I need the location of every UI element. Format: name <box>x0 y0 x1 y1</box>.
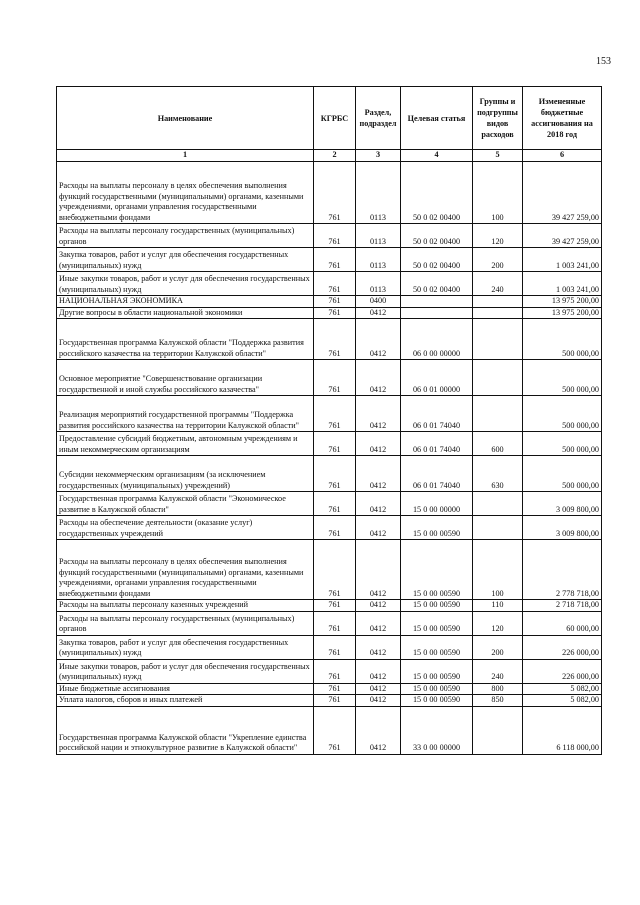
row-name: Расходы на выплаты персоналу в целях обеспечения выполнения функций государственными (муниципальными) органами, казенными учреждениями, органами управления государственными внебюджетными фондами <box>57 162 314 224</box>
table-row <box>57 224 602 248</box>
row-kgrbs: 761 <box>314 272 356 296</box>
row-name: Субсидии некоммерческим организациям (за исключением государственных (муниципальных) учреждений) <box>57 456 314 492</box>
row-target-article: 50 0 02 00400 <box>401 162 473 224</box>
row-name: Реализация мероприятий государственной программы "Поддержка развития российского казачества на территории Калужской области" <box>57 396 314 432</box>
column-number: 4 <box>401 150 473 162</box>
page-number: 153 <box>596 56 611 67</box>
column-number-row <box>57 150 602 162</box>
row-section: 0412 <box>356 432 401 456</box>
row-section: 0412 <box>356 307 401 319</box>
row-amount: 500 000,00 <box>523 319 602 360</box>
row-kgrbs: 761 <box>314 396 356 432</box>
row-expense-group: 240 <box>473 659 523 683</box>
row-name: Предоставление субсидий бюджетным, автономным учреждениям и иным некоммерческим организациям <box>57 432 314 456</box>
row-name: Закупка товаров, работ и услуг для обеспечения государственных (муниципальных) нужд <box>57 248 314 272</box>
row-name: НАЦИОНАЛЬНАЯ ЭКОНОМИКА <box>57 296 314 308</box>
row-expense-group: 100 <box>473 540 523 600</box>
row-target-article: 15 0 00 00590 <box>401 695 473 707</box>
row-section: 0412 <box>356 635 401 659</box>
row-amount: 3 009 800,00 <box>523 492 602 516</box>
row-amount: 1 003 241,00 <box>523 248 602 272</box>
row-kgrbs: 761 <box>314 706 356 754</box>
row-name: Расходы на выплаты персоналу государственных (муниципальных) органов <box>57 224 314 248</box>
row-kgrbs: 761 <box>314 432 356 456</box>
row-kgrbs: 761 <box>314 360 356 396</box>
header-target: Целевая статья <box>401 87 473 150</box>
row-section: 0400 <box>356 296 401 308</box>
table-row <box>57 456 602 492</box>
row-target-article: 06 0 00 00000 <box>401 319 473 360</box>
row-name: Закупка товаров, работ и услуг для обеспечения государственных (муниципальных) нужд <box>57 635 314 659</box>
row-target-article: 06 0 01 74040 <box>401 432 473 456</box>
row-kgrbs: 761 <box>314 600 356 612</box>
row-amount: 2 718 718,00 <box>523 600 602 612</box>
row-expense-group <box>473 296 523 308</box>
row-name: Уплата налогов, сборов и иных платежей <box>57 695 314 707</box>
row-kgrbs: 761 <box>314 516 356 540</box>
row-amount: 39 427 259,00 <box>523 224 602 248</box>
row-amount: 39 427 259,00 <box>523 162 602 224</box>
header-group: Группы и подгруппы видов расходов <box>473 87 523 150</box>
row-amount: 500 000,00 <box>523 396 602 432</box>
row-amount: 500 000,00 <box>523 432 602 456</box>
row-kgrbs: 761 <box>314 695 356 707</box>
row-target-article: 50 0 02 00400 <box>401 272 473 296</box>
row-name: Основное мероприятие "Совершенствование организации государственной и иной службы российского казачества" <box>57 360 314 396</box>
row-name: Государственная программа Калужской области "Укрепление единства российской нации и этнокультурное развитие в Калужской области" <box>57 706 314 754</box>
row-target-article: 15 0 00 00590 <box>401 635 473 659</box>
row-name: Расходы на выплаты персоналу казенных учреждений <box>57 600 314 612</box>
row-amount: 60 000,00 <box>523 611 602 635</box>
table-row <box>57 540 602 600</box>
row-expense-group: 200 <box>473 635 523 659</box>
row-kgrbs: 761 <box>314 492 356 516</box>
table-row <box>57 492 602 516</box>
row-expense-group: 600 <box>473 432 523 456</box>
row-amount: 13 975 200,00 <box>523 307 602 319</box>
table-row <box>57 296 602 308</box>
table-row <box>57 396 602 432</box>
table-row <box>57 319 602 360</box>
row-amount: 5 082,00 <box>523 695 602 707</box>
row-name: Государственная программа Калужской области "Экономическое развитие в Калужской области" <box>57 492 314 516</box>
row-amount: 226 000,00 <box>523 659 602 683</box>
row-section: 0113 <box>356 162 401 224</box>
row-name: Государственная программа Калужской области "Поддержка развития российского казачества на территории Калужской области" <box>57 319 314 360</box>
budget-table <box>56 86 602 755</box>
row-expense-group <box>473 360 523 396</box>
row-expense-group: 800 <box>473 683 523 695</box>
row-section: 0412 <box>356 659 401 683</box>
table-row <box>57 695 602 707</box>
row-kgrbs: 761 <box>314 540 356 600</box>
row-amount: 13 975 200,00 <box>523 296 602 308</box>
row-amount: 3 009 800,00 <box>523 516 602 540</box>
column-number: 1 <box>57 150 314 162</box>
header-amount: Измененные бюджетные ассигнования на 2018 год <box>523 87 602 150</box>
table-row <box>57 611 602 635</box>
row-kgrbs: 761 <box>314 659 356 683</box>
row-name: Иные бюджетные ассигнования <box>57 683 314 695</box>
row-expense-group <box>473 307 523 319</box>
column-number: 2 <box>314 150 356 162</box>
table-row <box>57 272 602 296</box>
row-expense-group <box>473 492 523 516</box>
row-target-article: 06 0 01 74040 <box>401 396 473 432</box>
table-row <box>57 307 602 319</box>
row-name: Иные закупки товаров, работ и услуг для обеспечения государственных (муниципальных) нужд <box>57 659 314 683</box>
row-expense-group <box>473 396 523 432</box>
header-kgrbs: КГРБС <box>314 87 356 150</box>
table-row <box>57 162 602 224</box>
row-expense-group <box>473 706 523 754</box>
row-expense-group: 630 <box>473 456 523 492</box>
row-amount: 500 000,00 <box>523 456 602 492</box>
row-expense-group: 850 <box>473 695 523 707</box>
row-target-article: 50 0 02 00400 <box>401 248 473 272</box>
row-section: 0412 <box>356 540 401 600</box>
row-section: 0113 <box>356 224 401 248</box>
row-name: Иные закупки товаров, работ и услуг для обеспечения государственных (муниципальных) нужд <box>57 272 314 296</box>
header-row <box>57 87 602 150</box>
row-section: 0412 <box>356 600 401 612</box>
row-section: 0412 <box>356 695 401 707</box>
row-expense-group: 110 <box>473 600 523 612</box>
header-name: Наименование <box>57 87 314 150</box>
table-row <box>57 432 602 456</box>
row-section: 0412 <box>356 319 401 360</box>
row-expense-group <box>473 319 523 360</box>
row-section: 0412 <box>356 683 401 695</box>
column-number: 5 <box>473 150 523 162</box>
row-kgrbs: 761 <box>314 319 356 360</box>
header-section: Раздел, подраздел <box>356 87 401 150</box>
row-target-article: 15 0 00 00590 <box>401 611 473 635</box>
row-kgrbs: 761 <box>314 224 356 248</box>
row-section: 0412 <box>356 516 401 540</box>
row-expense-group <box>473 516 523 540</box>
table-row <box>57 600 602 612</box>
row-target-article: 15 0 00 00590 <box>401 516 473 540</box>
row-kgrbs: 761 <box>314 307 356 319</box>
row-section: 0412 <box>356 360 401 396</box>
row-target-article: 15 0 00 00590 <box>401 540 473 600</box>
row-target-article: 15 0 00 00590 <box>401 600 473 612</box>
row-name: Другие вопросы в области национальной экономики <box>57 307 314 319</box>
row-expense-group: 200 <box>473 248 523 272</box>
row-target-article: 50 0 02 00400 <box>401 224 473 248</box>
row-target-article <box>401 296 473 308</box>
row-section: 0113 <box>356 272 401 296</box>
row-kgrbs: 761 <box>314 683 356 695</box>
row-expense-group: 120 <box>473 611 523 635</box>
row-amount: 6 118 000,00 <box>523 706 602 754</box>
row-section: 0412 <box>356 396 401 432</box>
table-row <box>57 248 602 272</box>
row-kgrbs: 761 <box>314 456 356 492</box>
column-number: 6 <box>523 150 602 162</box>
row-amount: 500 000,00 <box>523 360 602 396</box>
table-row <box>57 360 602 396</box>
row-expense-group: 120 <box>473 224 523 248</box>
row-target-article: 33 0 00 00000 <box>401 706 473 754</box>
row-name: Расходы на выплаты персоналу в целях обеспечения выполнения функций государственными (муниципальными) органами, казенными учреждениями, органами управления государственными внебюджетными фондами <box>57 540 314 600</box>
row-target-article <box>401 307 473 319</box>
row-kgrbs: 761 <box>314 296 356 308</box>
row-target-article: 15 0 00 00590 <box>401 659 473 683</box>
row-section: 0412 <box>356 706 401 754</box>
row-target-article: 15 0 00 00590 <box>401 683 473 695</box>
row-section: 0113 <box>356 248 401 272</box>
row-name: Расходы на обеспечение деятельности (оказание услуг) государственных учреждений <box>57 516 314 540</box>
table-row <box>57 706 602 754</box>
row-section: 0412 <box>356 611 401 635</box>
row-amount: 5 082,00 <box>523 683 602 695</box>
row-target-article: 06 0 01 74040 <box>401 456 473 492</box>
row-expense-group: 240 <box>473 272 523 296</box>
row-kgrbs: 761 <box>314 635 356 659</box>
row-amount: 2 778 718,00 <box>523 540 602 600</box>
table-row <box>57 516 602 540</box>
row-kgrbs: 761 <box>314 248 356 272</box>
row-amount: 226 000,00 <box>523 635 602 659</box>
row-name: Расходы на выплаты персоналу государственных (муниципальных) органов <box>57 611 314 635</box>
column-number: 3 <box>356 150 401 162</box>
table-row <box>57 635 602 659</box>
row-target-article: 06 0 01 00000 <box>401 360 473 396</box>
row-amount: 1 003 241,00 <box>523 272 602 296</box>
row-kgrbs: 761 <box>314 162 356 224</box>
row-section: 0412 <box>356 492 401 516</box>
table-row <box>57 659 602 683</box>
row-kgrbs: 761 <box>314 611 356 635</box>
row-expense-group: 100 <box>473 162 523 224</box>
row-target-article: 15 0 00 00000 <box>401 492 473 516</box>
table-row <box>57 683 602 695</box>
row-section: 0412 <box>356 456 401 492</box>
